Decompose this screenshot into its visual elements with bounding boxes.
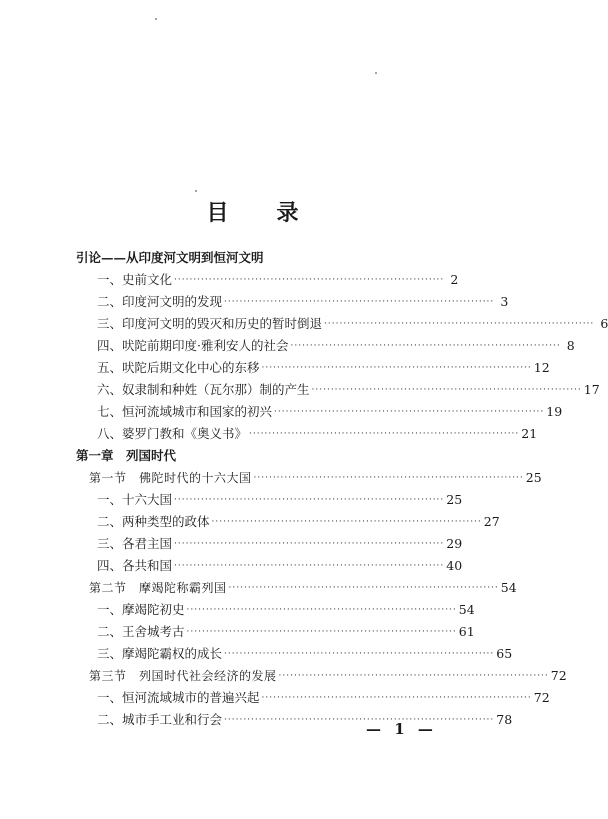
toc-entry xyxy=(97,292,509,312)
intro-heading xyxy=(76,248,436,268)
section-entry-label: 第一节 佛陀时代的十六大国 xyxy=(89,471,252,485)
toc-entry xyxy=(97,270,459,290)
chapter-heading-label: 第一章 列国时代 xyxy=(76,448,177,463)
toc-entry-page: 54 xyxy=(458,602,475,617)
toc-entry-page: 19 xyxy=(546,404,563,419)
toc-entry-label: 六、奴隶制和种姓（瓦尔那）制的产生 xyxy=(97,382,310,397)
toc-entry-page: 8 xyxy=(566,338,575,353)
toc-entry-page: 6 xyxy=(600,316,608,331)
paper-speck xyxy=(155,18,157,20)
dot-leader: ······································································ xyxy=(311,385,582,395)
toc-entry-label: 七、恒河流域城市和国家的初兴 xyxy=(97,404,273,419)
section-entry-page: 72 xyxy=(550,668,567,683)
dot-leader: ······································································ xyxy=(186,627,457,637)
toc-entry xyxy=(97,600,475,620)
section-entry xyxy=(89,578,517,598)
toc-entry xyxy=(97,644,513,664)
chapter-heading xyxy=(76,446,276,466)
section-entry xyxy=(89,666,567,686)
dot-leader: ······································································ xyxy=(211,517,482,527)
toc-entry-page: 3 xyxy=(500,294,509,309)
dot-leader: ······································································ xyxy=(186,605,457,615)
toc-entry xyxy=(97,512,500,532)
toc-entry-page: 29 xyxy=(446,536,463,551)
toc-entry-page: 17 xyxy=(583,382,600,397)
toc-entry-page: 21 xyxy=(521,426,538,441)
toc-entry-page: 61 xyxy=(458,624,475,639)
dot-leader: ······································································ xyxy=(324,319,595,329)
paper-speck xyxy=(375,72,377,74)
page-title xyxy=(0,196,505,227)
dot-leader: ······································································ xyxy=(290,341,561,351)
toc-entry-page: 65 xyxy=(496,646,513,661)
dot-leader: ······································································ xyxy=(174,275,445,285)
toc-entry-label: 一、史前文化 xyxy=(97,272,173,287)
title-char-2: 录 xyxy=(276,200,299,226)
toc-entry xyxy=(97,490,463,510)
section-entry-label: 第二节 摩竭陀称霸列国 xyxy=(89,581,227,595)
toc-entry xyxy=(97,424,538,444)
dot-leader: ······································································ xyxy=(261,693,532,703)
section-entry xyxy=(89,468,542,488)
toc-entry xyxy=(97,402,563,422)
toc-entry-page: 27 xyxy=(483,514,500,529)
toc-entry-label: 一、恒河流域城市的普遍兴起 xyxy=(97,690,260,705)
section-entry-page: 25 xyxy=(525,470,542,485)
dot-leader: ······································································ xyxy=(228,583,499,593)
toc-entry xyxy=(97,380,600,400)
toc-entry xyxy=(97,622,475,642)
paper-speck xyxy=(195,190,197,192)
toc-entry-label: 二、两种类型的政体 xyxy=(97,514,210,529)
toc-entry xyxy=(97,314,608,334)
dot-leader: ······································································ xyxy=(224,715,495,725)
toc-entry-label: 四、各共和国 xyxy=(97,558,173,573)
toc-entry-label: 二、城市手工业和行会 xyxy=(97,712,223,727)
toc-entry xyxy=(97,358,550,378)
toc-entry-label: 三、各君主国 xyxy=(97,536,173,551)
dot-leader: ······································································ xyxy=(278,671,549,681)
title-char-1: 目 xyxy=(206,200,229,226)
intro-heading-label: 引论——从印度河文明到恒河文明 xyxy=(76,250,264,265)
toc-entry-label: 八、婆罗门教和《奥义书》 xyxy=(97,426,248,441)
toc-entry-label: 一、摩竭陀初史 xyxy=(97,602,185,617)
toc-entry-page: 78 xyxy=(496,712,513,727)
dot-leader: ······································································ xyxy=(174,561,445,571)
dot-leader: ······································································ xyxy=(249,429,520,439)
toc-entry xyxy=(97,534,463,554)
toc-entry-label: 三、摩竭陀霸权的成长 xyxy=(97,646,223,661)
toc-entry xyxy=(97,556,463,576)
toc-entry-page: 12 xyxy=(533,360,550,375)
section-entry-label: 第三节 列国时代社会经济的发展 xyxy=(89,669,277,683)
toc-entry-label: 一、十六大国 xyxy=(97,492,173,507)
toc-entry-page: 72 xyxy=(533,690,550,705)
dot-leader: ······································································ xyxy=(224,649,495,659)
toc-entry-label: 五、吠陀后期文化中心的东移 xyxy=(97,360,260,375)
dot-leader: ······································································ xyxy=(224,297,495,307)
dot-leader: ······································································ xyxy=(274,407,545,417)
toc-entry-label: 四、吠陀前期印度·雅利安人的社会 xyxy=(97,338,289,353)
dot-leader: ······································································ xyxy=(174,495,445,505)
toc-entry-label: 三、印度河文明的毁灭和历史的暂时倒退 xyxy=(97,316,323,331)
dot-leader: ······································································ xyxy=(253,473,524,483)
toc-entry xyxy=(97,336,575,356)
toc-entry-page: 40 xyxy=(446,558,463,573)
toc-entry-label: 二、王舍城考古 xyxy=(97,624,185,639)
dot-leader: ······································································ xyxy=(174,539,445,549)
section-entry-page: 54 xyxy=(500,580,517,595)
toc-entry-page: 25 xyxy=(446,492,463,507)
page-number-footer: — 1 — xyxy=(366,720,437,738)
toc-entry-label: 二、印度河文明的发现 xyxy=(97,294,223,309)
dot-leader: ······································································ xyxy=(261,363,532,373)
toc-entry-page: 2 xyxy=(450,272,459,287)
toc-entry xyxy=(97,688,550,708)
